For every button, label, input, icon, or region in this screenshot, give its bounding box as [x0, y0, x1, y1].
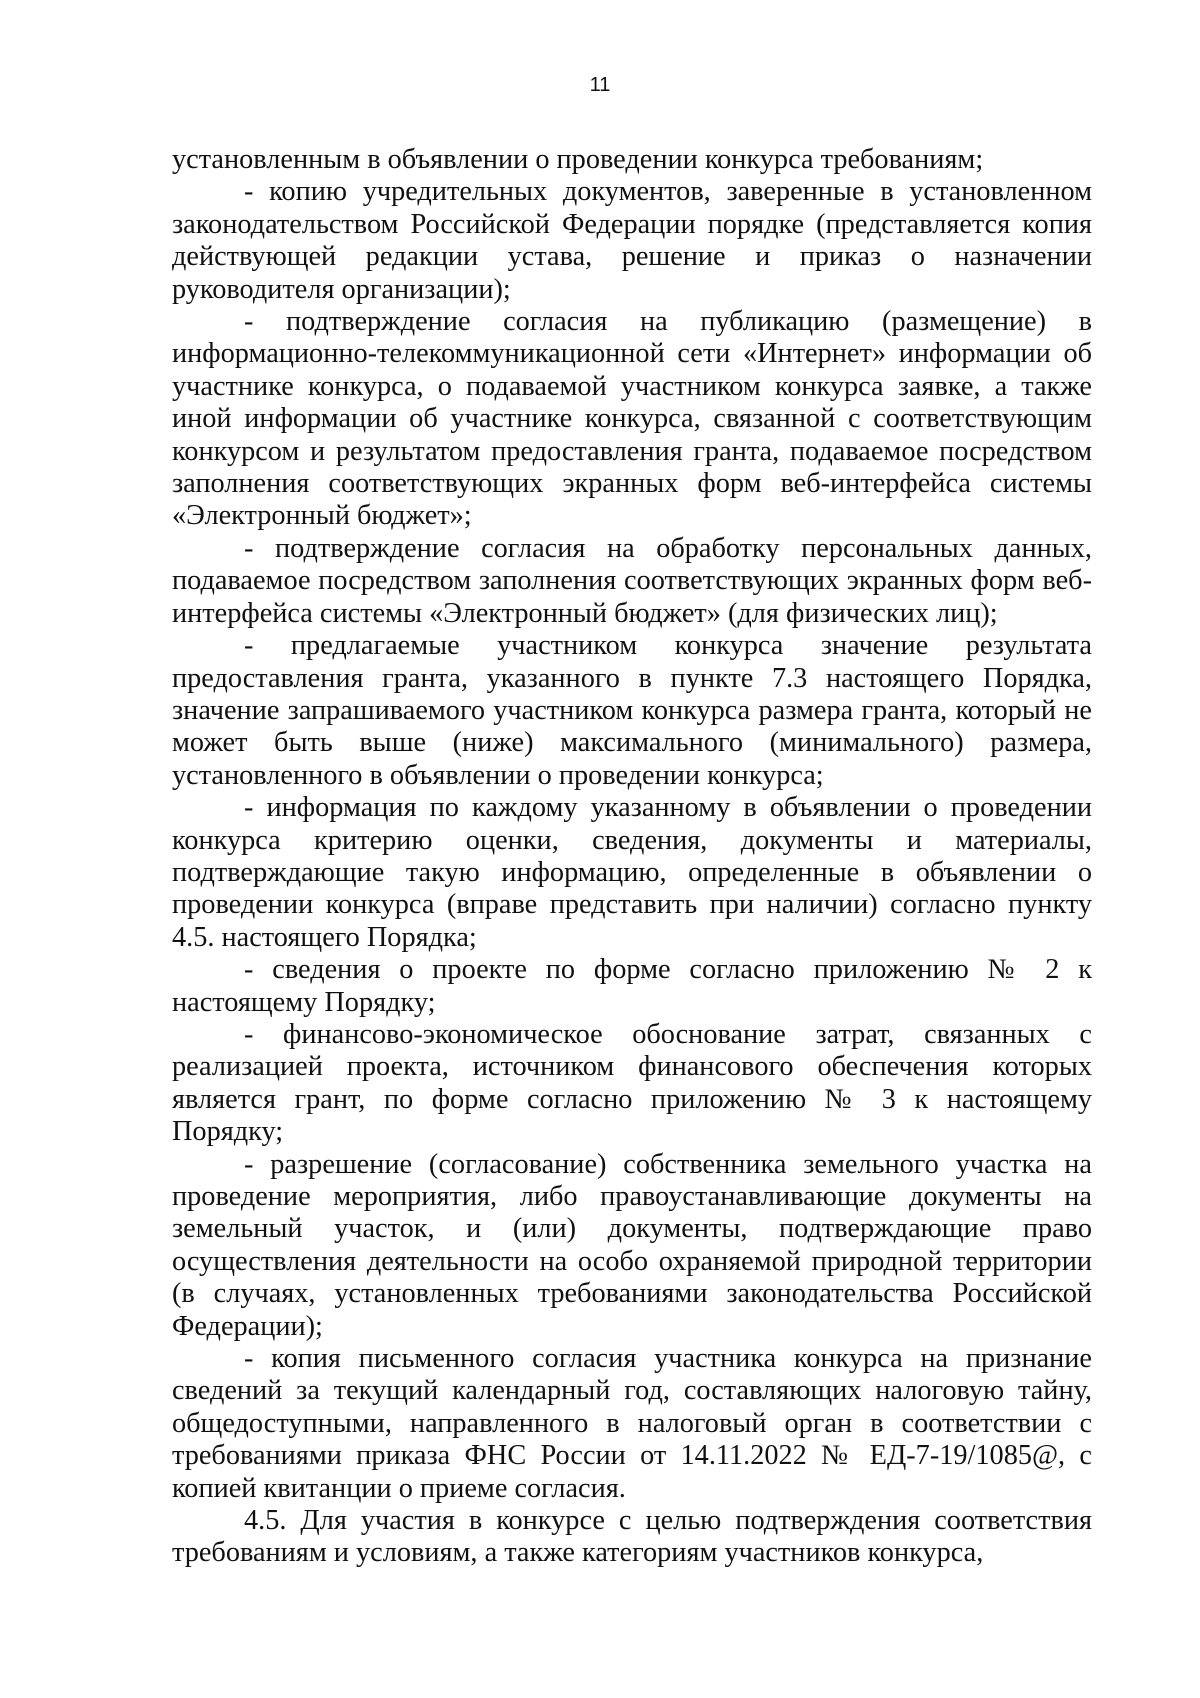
paragraph-continuation: установленным в объявлении о проведении конкурса требованиям;: [172, 144, 984, 175]
page-number: 11: [589, 74, 611, 96]
list-item-personal-data-consent: - подтверждение согласия на обработку персональных данных, подаваемое посредством заполнения соответствующих экранных форм веб-интерфейса системы «Электронный бюджет» (для физических лиц);: [172, 532, 1092, 629]
list-item-tax-secret-consent: - копия письменного согласия участника конкурса на признание сведений за текущий календарный год, составляющих налоговую тайну, общедоступными, направленного в налоговый орган в соответствии с требованиями приказа ФНС России от 14.11.2022 № ЕД-7-19/1085@, с копией квитанции о приеме согласия.: [172, 1343, 1092, 1504]
list-item-land-owner-permission: - разрешение (согласование) собственника земельного участка на проведение мероприятия, либо правоустанавливающие документы на земельный участок, и (или) документы, подтверждающие право осуществления деятельности на особо охраняемой природной территории (в случаях, установленных требованиями законодательства Российской Федерации);: [172, 1148, 1092, 1342]
list-item-publication-consent: - подтверждение согласия на публикацию (размещение) в информационно-телекоммуникационной сети «Интернет» информации об участнике конкурса, о подаваемой участником конкурса заявке, а также иной информации об участнике конкурса, связанной с соответствующим конкурсом и результатом предоставления гранта, подаваемое посредством заполнения соответствующих экранных форм веб-интерфейса системы «Электронный бюджет»;: [172, 306, 1092, 532]
document-body: [172, 144, 1092, 1570]
list-item-project-details: - сведения о проекте по форме согласно приложению № 2 к настоящему Порядку;: [172, 954, 1092, 1018]
section-4-5-paragraph: 4.5. Для участия в конкурсе с целью подтверждения соответствия требованиям и условиям, а также категориям участников конкурса,: [172, 1505, 1092, 1569]
list-item-charter-documents: - копию учредительных документов, заверенные в установленном законодательством Российской Федерации порядке (представляется копия действующей редакции устава, решение и приказ о назначении руководителя организации);: [172, 176, 1092, 305]
list-item-proposed-result: - предлагаемые участником конкурса значение результата предоставления гранта, указанного в пункте 7.3 настоящего Порядка, значение запрашиваемого участником конкурса размера гранта, который не может быть выше (ниже) максимального (минимального) размера, установленного в объявлении о проведении конкурса;: [172, 630, 1092, 791]
list-item-financial-justification: - финансово-экономическое обоснование затрат, связанных с реализацией проекта, источником финансового обеспечения которых является грант, по форме согласно приложению № 3 к настоящему Порядку;: [172, 1018, 1092, 1148]
list-item-criteria-information: - информация по каждому указанному в объявлении о проведении конкурса критерию оценки, сведения, документы и материалы, подтверждающие такую информацию, определенные в объявлении о проведении конкурса (вправе представить при наличии) согласно пункту 4.5. настоящего Порядка;: [172, 792, 1092, 953]
